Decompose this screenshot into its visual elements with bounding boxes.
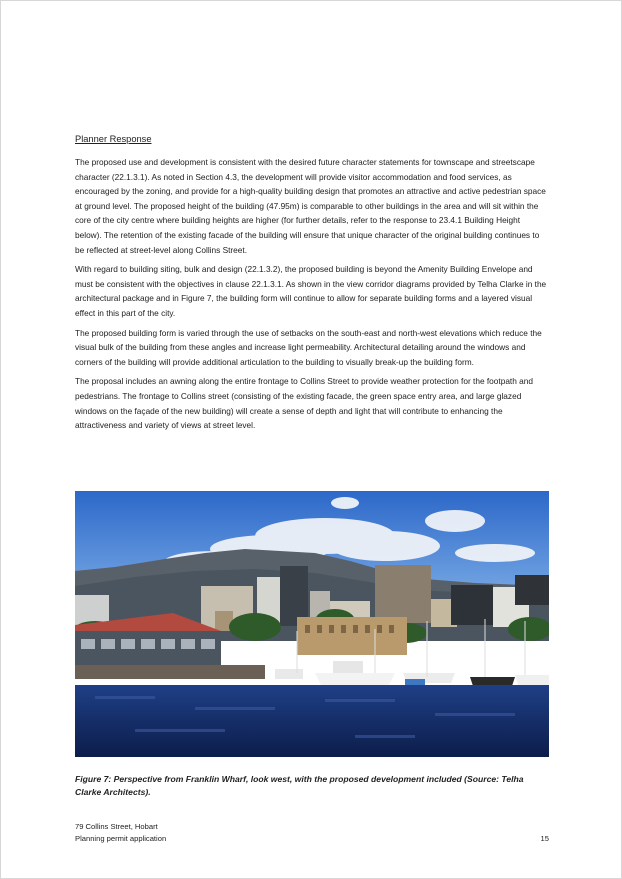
paragraph-3: The proposed building form is varied through the use of setbacks on the south-east and north-west elevations which reduce the visual bulk of the building from these angles and increase light permeability. Architectural detailing around the windows and corners of the building will provide additional articulation to the building to visually break-up the building form. [75,327,542,367]
figure-7-photo [75,491,549,757]
boats [275,661,549,689]
paragraph-4: The proposal includes an awning along the entire frontage to Collins Street to provide weather protection for the footpath and pedestrians. The frontage to Collins street (consisting of the existing facade, the green space entry area, and large glazed windows on the façade of the new building) will create a sense of depth and light that will contribute to enhancing the attractiveness and variety of views at street level. [75,376,534,431]
paragraph-1: The proposed use and development is consistent with the desired future character statements for townscape and streetscape character (22.1.3.1). As noted in Section 4.3, the development will provide visitor accommodation and food services, as encouraged by the zoning, and provide for a high-quality building design that promotes an attractive and active pedestrian space at ground level. The proposed height of the building (47.95m) is comparable to other buildings in the area and will sit within the core of the city centre where building heights are higher (for further details, refer to the response to 23.4.1 Building Height below). The retention of the existing facade of the building will ensure that unique character of the original building continues to be reflected at street-level along Collins Street. [75,157,546,255]
jetty [75,665,265,679]
harbour-water [75,685,549,757]
footer-document: Planning permit application [75,833,167,843]
footer-address: 79 Collins Street, Hobart [75,822,158,831]
page-footer [75,821,549,844]
sandstone-building [297,617,407,655]
body-text [75,133,549,438]
figure-caption: Figure 7: Perspective from Franklin Wharf, look west, with the proposed development included (Source: Telha Clarke Architects). [75,773,524,797]
paragraph-2: With regard to building siting, bulk and design (22.1.3.2), the proposed building is beyond the Amenity Building Envelope and must be consistent with the objectives in clause 22.1.3.1. As shown in the view corridor diagrams provided by Telha Clarke in the architectural package and in Figure 7, the building form will continue to allow for separate building forms and a layered visual effect in this part of the city. [75,264,547,318]
section-heading: Planner Response [75,134,152,144]
page-number: 15 [540,833,549,843]
